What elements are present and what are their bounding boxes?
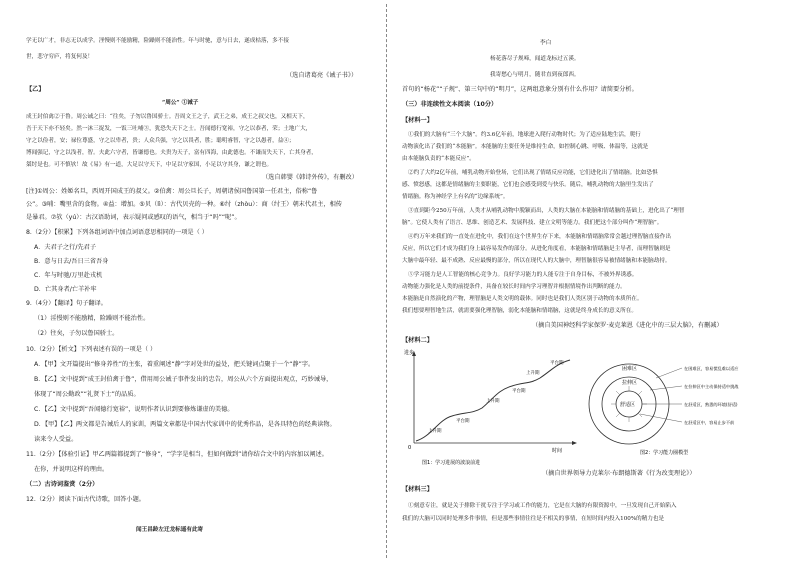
source-citation: （选自诸葛亮《诫子书》） xyxy=(286,72,358,79)
question-9: 9.（4分）【翻译】句子翻译。 xyxy=(26,300,107,307)
text-line: 我们的大脑可以同时处理多件事情，但是那些事情往往是不相关的事情，在短时间内投入100%的精力也是 xyxy=(402,516,665,522)
zone-label: 困难区 xyxy=(622,366,638,372)
text-line: 吾于天下亦不轻矣。然一沐三捉发，一饭三吐哺③，犹恐失天下之士。吾闻德行宽裕，守之以恭者，荣；土地广大， xyxy=(26,126,312,132)
text-line: 学无以广才，非志无以成学。淫慢则不能励精，险躁则不能治性。年与时驰，意与日去，遂成枯落，多不接 xyxy=(26,38,289,44)
option-d: D．亡其身者/亡羊补牢 xyxy=(34,286,97,293)
text-line: 反应，所以它们才成为我们身上最容易发作的部分。从进化角度看，本能脑和情绪脑是主导者，而理智脑则是 xyxy=(402,246,671,252)
text-line: 动物能力强化是人类的前提条件，具备在较长时间内学习理智并根据情境作出判断的能力。 xyxy=(402,284,626,290)
stage-label: 平台期 xyxy=(550,361,564,366)
text-line: 感、愤怒感，这都是情绪脑的主要职能，它们也会感受到爱与快乐。随后，哺乳动物的大脑里生发出了 xyxy=(402,182,654,188)
text-line: ③直到距今250万年前，人类才从哺乳动物中脱颖而出，人类的大脑在本能脑和情绪脑的基础上，进化出了“理智 xyxy=(408,208,685,214)
leader-line xyxy=(640,414,682,422)
question-11: 11.（2分）【体验引证】甲乙两篇都提到了“修身”，“学字是相当，但如何做到”请你结合文中的内容加以阐述。 xyxy=(26,451,328,458)
text-line: 读来令人受益。 xyxy=(34,436,78,443)
option-c: C．年与时驰/万里赴戎机 xyxy=(34,272,103,279)
text-line: ①刻意专注，就是关于排除干扰专注于学习或工作的能力，它是在大脑的有限资源中，一旦发现自己开始陷入 xyxy=(408,503,677,509)
text-line: 世，悲守穷庐，将复何及！ xyxy=(26,54,94,60)
material-label: 【材料二】 xyxy=(402,337,433,344)
y-axis-label: 进步 xyxy=(404,350,415,356)
text-line: 情绪脑。称为神经学上有名的“边缘系统”。 xyxy=(402,194,509,200)
question-12: 12.（2分）阅读下面古代诗歌，回答小题。 xyxy=(26,496,145,503)
stage-label: 上升期 xyxy=(428,429,442,434)
text-line: ④约万年来我们的一直处在进化中，我们在这个世界生存下来，本能脑和情绪脑常常会越过理智脑直接作出 xyxy=(408,234,671,240)
right-column xyxy=(402,0,782,562)
source-citation: （选自韩婴《韩诗外传》，有删改） xyxy=(262,174,358,181)
text-line: 守之以俭者，安；禄位尊盛，守之以卑者，贵；人众兵强，守之以畏者，胜；聪明睿智，守之以愚者，益④； xyxy=(26,138,295,144)
figure-caption: 图2：学习能力圈模型 xyxy=(640,450,689,456)
zone-label: 舒适区 xyxy=(620,402,636,408)
text-line: 脑”。它使人类有了语言、思维、创造艺术、发展科技、建立文明等能力。我们把这个部分叫作“理智脑”。 xyxy=(402,220,663,226)
text-line: 在你，并说明这样的理由。 xyxy=(34,466,109,473)
stage-label: 上升期 xyxy=(526,371,540,376)
note-line: 公”。③哺：嘴里含的食物。④益：增加。⑤贝（lì）：古代贝壳的一种。⑥纣（zhòu）：商（纣王）朝末代君主，相传 xyxy=(26,201,342,208)
question-10: 10.（2分）【析文】下列表述有误的一项是（ ） xyxy=(26,346,157,353)
text-line: 我们想要理智地生活，就需要强化理智脑，弱化本能脑和情绪脑，这就是终身成长的意义所在。 xyxy=(402,308,637,314)
question-9-1: （1）淫慢则不能励精，险躁则不能治性。 xyxy=(34,315,150,322)
passage-title: “周公” ①诫子 xyxy=(162,100,199,106)
origin-label: 0 xyxy=(408,445,412,451)
zone-note: 在拉伸区中主动保持适中挑战 xyxy=(684,384,739,389)
zone-label: 拉伸区 xyxy=(622,380,638,386)
stage-label: 平台期 xyxy=(512,389,526,394)
option-d: D．【甲】【乙】两文都是告诫后人的家训，两篇文章都是中国古代家训中的优秀作品，是各具特色的经典读物。 xyxy=(34,421,336,428)
figure-caption: 图1：学习进展的波浪前进 xyxy=(422,460,481,466)
stage-label: 平台期 xyxy=(456,419,470,424)
poem-question: 首句的“杨花”“子规”、第三句中的“明月”，这两组意象分别有什么作用？请简要分析。 xyxy=(402,86,638,93)
leader-line xyxy=(656,368,682,378)
text-line: 体现了“周公勤政”“礼贤下士”的品质。 xyxy=(34,391,140,398)
option-c: C．【乙】文中提到“吾闻德行宽裕”，说明作者认识到要修炼谦虚的美德。 xyxy=(34,406,234,413)
learning-curve-figure xyxy=(402,348,582,468)
material-label: 【材料三】 xyxy=(402,486,433,493)
section-heading: （二）古诗词鉴赏（2分） xyxy=(26,481,99,488)
option-a: A．【甲】文开篇提出“修身养性”的主张，着重阐述“静”字对处世的益处，把关键词点聚于一个“静”字。 xyxy=(34,361,315,368)
text-line: 由本能脑负责的“本能反应”。 xyxy=(402,156,475,162)
material-label: 【材料一】 xyxy=(402,117,433,124)
zone-note: 在舒适区，熟悉的环境(舒适) xyxy=(684,402,738,407)
question-9-2: （2）往矣，子勿以鲁国骄士。 xyxy=(34,330,119,337)
option-b: B．【乙】文中提到“成王封伯禽于鲁”，借用周公诫子事件发出的忠告，周公从六个方面提出观点，巧妙诫导， xyxy=(34,376,333,383)
section-heading: （三）非连续性文本阅读（10分） xyxy=(402,101,498,108)
x-axis-label: 时间 xyxy=(552,448,563,454)
text-line: 本能脑是自然演化的产物，理智脑是人类文明的载体。同时也是我们人类区别于动物的本质所在。 xyxy=(402,296,643,302)
zone-note: 在困难区，容易慌乱难以适应 xyxy=(684,366,739,371)
text-line: 博闻强记，守之以浅者，智。夫此六守者，皆谦德也。夫贵为天子，富有四海，由此德也。不谦而失天下，亡其身者， xyxy=(26,150,317,156)
text-line: 动物演化出了我们的“本能脑”。本能脑的主要任务是维持生命，如控制心跳、呼吸、体温等，这就是 xyxy=(402,144,649,150)
option-a: A．夫君子之行/先君子 xyxy=(34,244,97,251)
poem-line: 我寄愁心与明月，随君直到夜郎西。 xyxy=(490,72,580,78)
text-line: ⑤学习能力是人工智能的核心竞争力。良好学习能力的人能专注于自身目标，不被外界诱惑。 xyxy=(408,272,638,278)
text-line: 大脑中最年轻、最不成熟、反应最慢的部分，所以在现代人的大脑中，理智脑很容易被情绪脑和本能脑劫持。 xyxy=(402,258,671,264)
poem-line: 杨花落尽子规啼，闻道龙标过五溪。 xyxy=(490,56,580,62)
poem-title: 闻王昌龄左迁龙标遥有此寄 xyxy=(136,527,204,533)
note-line: [注]①周公：姓姬名旦，西周开国成王的叔父。②伯禽：周公旦长子，周朝诸侯国鲁国第一任君主，俗称“鲁 xyxy=(26,188,318,195)
passage-label: 【乙】 xyxy=(26,86,45,93)
text-line: ②约了大约2亿年前，哺乳动物开始登场，它们出现了情绪反应功能，它们进化出了情绪脑。比如恐惧 xyxy=(408,170,658,176)
ability-circle-figure xyxy=(584,348,782,468)
text-line: 成王封伯禽②于鲁。周公诫之曰：“往矣，子勿以鲁国骄士。吾周文王之子，武王之弟，成王之叔父也，又相天下， xyxy=(26,114,309,120)
column-divider xyxy=(386,4,387,558)
left-column xyxy=(12,0,372,562)
x-axis-arrow xyxy=(572,441,577,445)
text-line: 桀纣是也。可不慎欤！故《易》有一道，大足以守天下，中足以守家国，小足以守其身，谦之谓也。 xyxy=(26,162,273,168)
poem-author: 李白 xyxy=(540,40,552,46)
question-8: 8.（2分）【积累】下列各组词语中加点词语意思相同的一项是（ ） xyxy=(26,229,208,236)
source-citation: （摘自美国神经科学家保罗·麦克莱恩《进化中的三层大脑》，有删减） xyxy=(532,322,723,329)
stage-label: 上升期 xyxy=(486,399,500,404)
text-line: ①我们的大脑有“三个大脑”。约3.6亿年前，地球进入爬行动物时代；为了适应陆地生活，爬行 xyxy=(408,132,641,138)
option-b: B．意与日去/吾日三省吾身 xyxy=(34,258,109,265)
note-line: 是暴君。⑦欤（yú）：古汉语助词，表示疑问或感叹的语气，相当于“吗”“呢”。 xyxy=(26,214,241,221)
source-citation: （摘自世界领导力克莱尔·布朗德斯著《行为改变理论》） xyxy=(542,470,696,477)
zone-note: 在舒适区中，容易止步不前 xyxy=(684,420,735,425)
